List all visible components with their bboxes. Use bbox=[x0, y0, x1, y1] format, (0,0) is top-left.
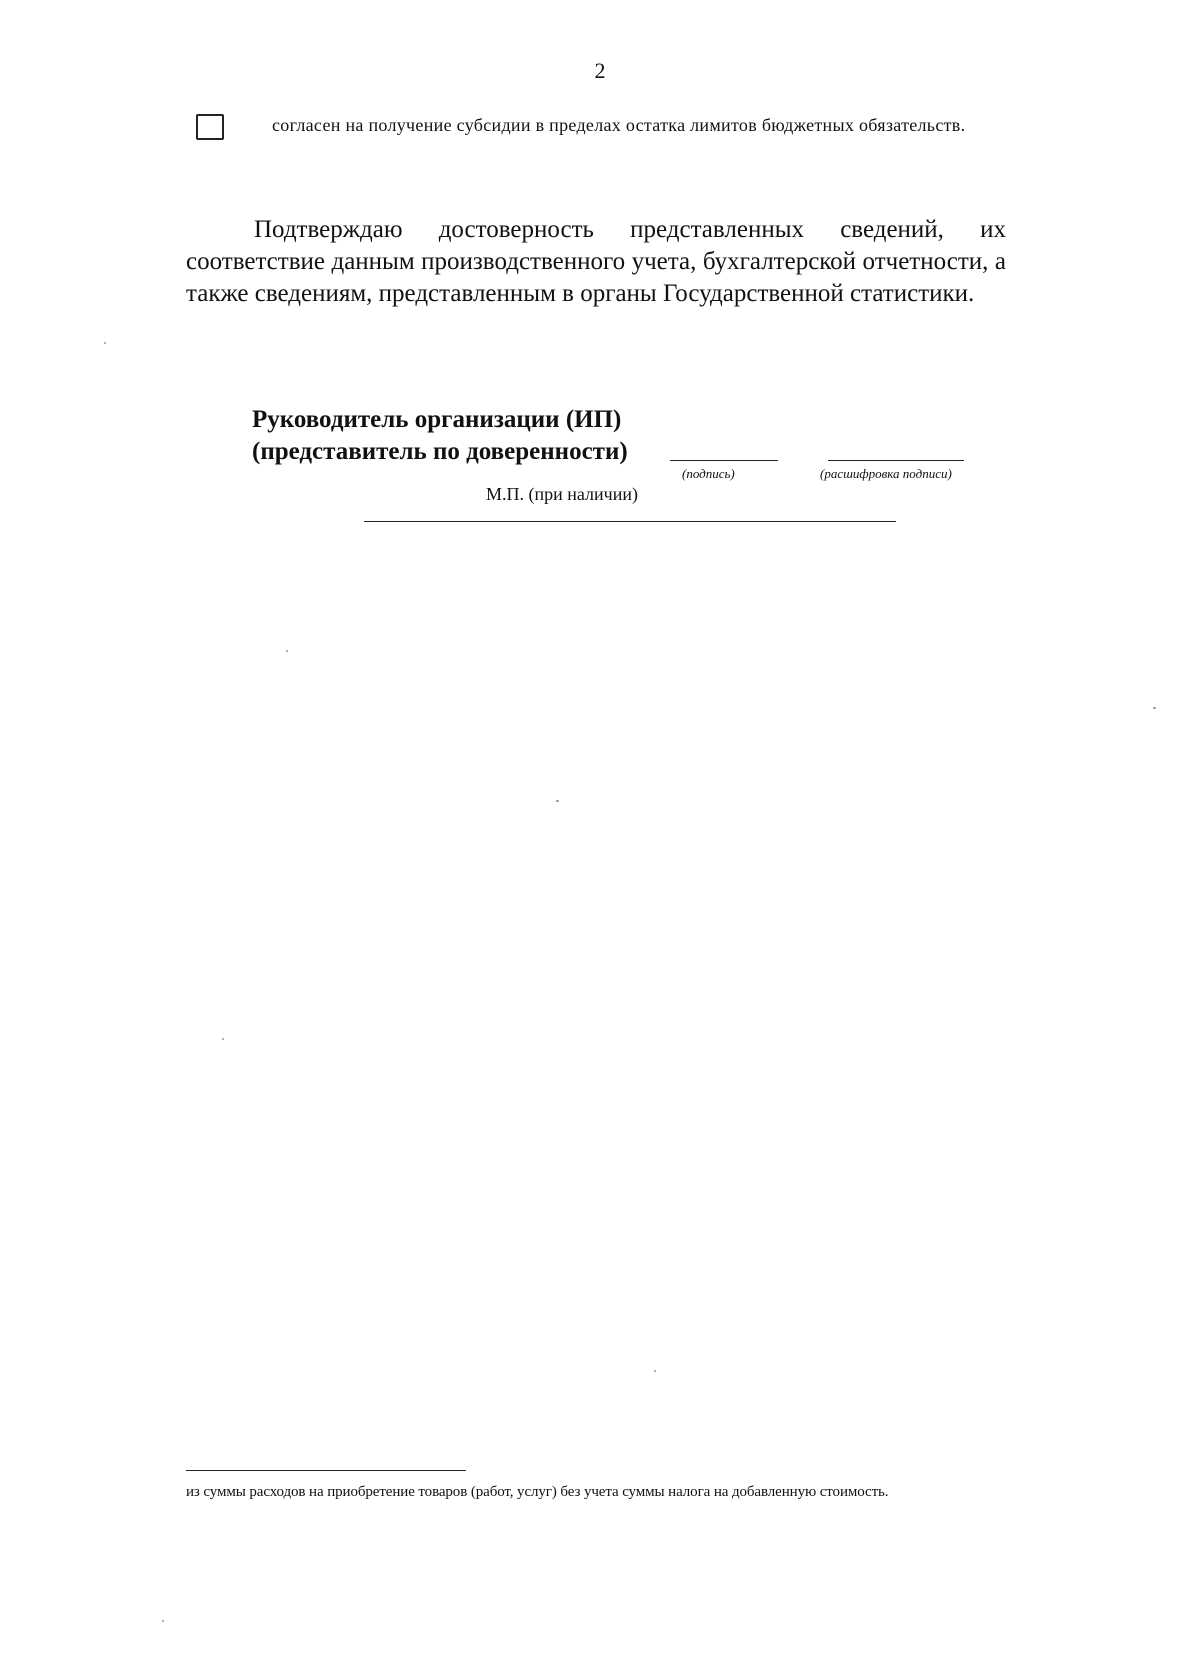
signature-line bbox=[670, 460, 778, 461]
page-number: 2 bbox=[594, 58, 606, 83]
section-end-line bbox=[364, 521, 896, 522]
signature-title-line2: (представитель по доверенности) bbox=[252, 438, 628, 465]
confirmation-paragraph: Подтверждаю достоверность представленных сведений, их соответствие данным производственного учета, бухгалтерской отчетности, а также сведениям, представленным в органы Государственной статистики. bbox=[186, 216, 1006, 307]
scan-speck bbox=[162, 1620, 164, 1622]
signature-title-line1: Руководитель организации (ИП) bbox=[252, 406, 622, 433]
scan-speck bbox=[286, 650, 288, 652]
scan-speck bbox=[104, 342, 106, 344]
scan-speck bbox=[1153, 707, 1156, 709]
consent-text: согласен на получение субсидии в пределах остатка лимитов бюджетных обязательств. bbox=[272, 115, 966, 135]
scan-speck bbox=[556, 800, 559, 802]
signature-decoding-line bbox=[828, 460, 964, 461]
stamp-label: М.П. (при наличии) bbox=[486, 484, 638, 504]
scan-speck bbox=[654, 1370, 656, 1372]
scan-speck bbox=[222, 1038, 224, 1040]
footnote-text: из суммы расходов на приобретение товаров (работ, услуг) без учета суммы налога на добавленную стоимость. bbox=[186, 1484, 889, 1500]
footnote-separator bbox=[186, 1470, 466, 1471]
signature-caption: (подпись) bbox=[682, 466, 735, 481]
signature-decoding-caption: (расшифровка подписи) bbox=[820, 466, 952, 481]
